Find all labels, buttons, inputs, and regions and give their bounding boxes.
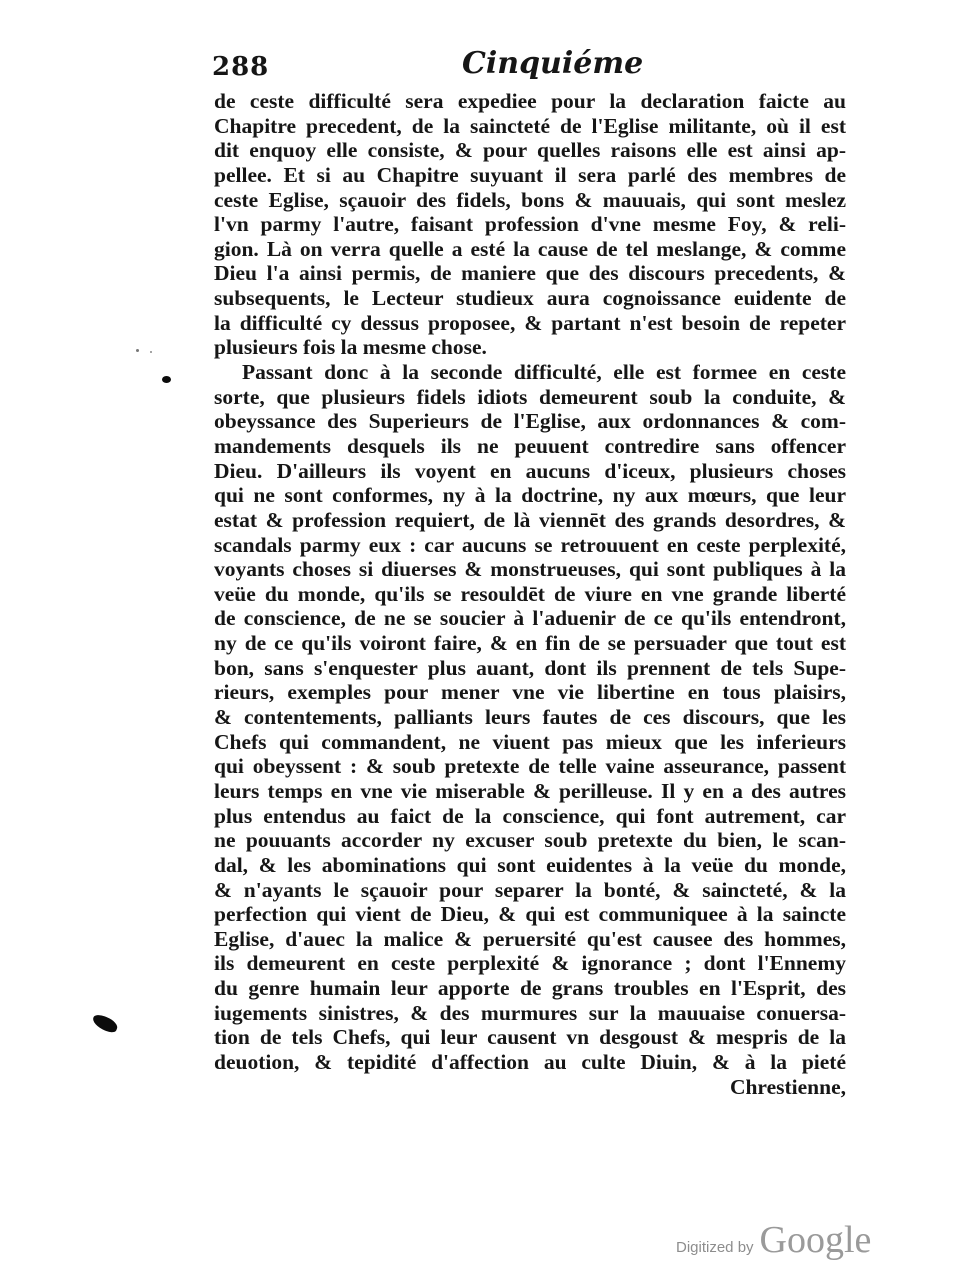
text-line: pellee. Et si au Chapitre suyuant il sera parlé des membres de xyxy=(214,162,846,187)
text-line: la difficulté cy dessus proposee, & partant n'est besoin de repeter xyxy=(214,310,846,335)
text-line: estat & profession requiert, de là viennēt des grands desordres, & xyxy=(214,507,846,532)
text-line: plusieurs fois la mesme chose. xyxy=(214,335,487,360)
text-line: Dieu. D'ailleurs ils voyent en aucuns d'iceux, plusieurs choses xyxy=(214,458,846,483)
text-line: & n'ayants le sçauoir pour separer la bonté, & saincteté, & la xyxy=(214,877,846,902)
watermark-prefix: Digitized by xyxy=(676,1239,754,1256)
text-line: ils demeurent en ceste perplexité & ignorance ; dont l'Ennemy xyxy=(214,951,846,976)
text-line: deuotion, & tepidité d'affection au culte Diuin, & à la pieté xyxy=(214,1049,846,1074)
text-line: tion de tels Chefs, qui leur causent vn desgoust & mespris de la xyxy=(214,1025,846,1050)
text-line: gion. Là on verra quelle a esté la cause de tel meslange, & comme xyxy=(214,236,846,261)
text-line: de ceste difficulté sera expediee pour la declaration faicte au xyxy=(214,89,846,113)
ink-speck-mark xyxy=(136,349,139,352)
text-line: voyants choses si diuerses & monstrueuses, qui sont publiques à la xyxy=(214,557,846,582)
text-line: l'vn parmy l'autre, faisant profession d'vne mesme Foy, & reli- xyxy=(214,212,846,237)
catchword: Chrestienne, xyxy=(729,1074,846,1099)
text-line: obeyssance des Superieurs de l'Eglise, aux ordonnances & com- xyxy=(214,409,846,434)
text-line: Chefs qui commandent, ne viuent pas mieux que les inferieurs xyxy=(214,729,846,754)
text-line: qui obeyssent : & soub pretexte de telle vaine asseurance, passent xyxy=(214,754,846,779)
ink-blot-mark xyxy=(91,1013,120,1035)
text-line: dit enquoy elle consiste, & pour quelles raisons elle est ainsi ap- xyxy=(214,138,846,163)
page-number: 288 xyxy=(212,52,270,82)
text-line: Eglise, d'auec la malice & peruersité qu'est causee des hommes, xyxy=(214,926,846,951)
text-line: rieurs, exemples pour mener vne vie libertine en tous plaisirs, xyxy=(214,680,846,705)
text-line: ne pouuants accorder ny excuser soub pretexte du bien, le scan- xyxy=(214,828,846,853)
text-line: mandements desquels ils ne peuuent contredire sans offencer xyxy=(214,433,846,458)
text-line: sorte, que plusieurs fidels idiots demeurent soub la conduite, & xyxy=(214,384,846,409)
text-line: iugements sinistres, & des murmures sur la mauuaise conuersa- xyxy=(214,1000,846,1025)
text-line: ny de ce qu'ils voiront faire, & en fin de se persuader que tout est xyxy=(214,631,846,656)
text-line: subsequents, le Lecteur studieux aura cognoissance euidente de xyxy=(214,286,846,311)
text-line: scandals parmy eux : car aucuns se retrouuent en ceste perplexité, xyxy=(214,532,846,557)
text-line: Dieu l'a ainsi permis, de maniere que des discours precedents, & xyxy=(214,261,846,286)
text-line: perfection qui vient de Dieu, & qui est communiquee à la saincte xyxy=(214,902,846,927)
ink-speck-mark xyxy=(150,351,152,353)
text-line: leurs temps en vne vie miserable & perilleuse. Il y en a des autres xyxy=(214,778,846,803)
text-line: Passant donc à la seconde difficulté, elle est formee en ceste xyxy=(242,360,846,385)
text-line: ceste Eglise, sçauoir des fidels, bons & mauuais, qui sont meslez xyxy=(214,187,846,212)
ink-dot-mark xyxy=(162,376,171,383)
text-line: Chapitre precedent, de la saincteté de l'Eglise militante, où il est xyxy=(214,113,846,138)
text-line: veüe du monde, qu'ils se resouldēt de viure en vne grande liberté xyxy=(214,581,846,606)
text-line: du genre humain leur apporte de grans troubles en l'Esprit, des xyxy=(214,976,846,1001)
text-line: & contentements, palliants leurs fautes de ces discours, que les xyxy=(214,705,846,730)
text-line: bon, sans s'enquester plus auant, dont ils prennent de tels Supe- xyxy=(214,655,846,680)
text-line: qui ne sont conformes, ny à la doctrine, ny aux mœurs, que leur xyxy=(214,483,846,508)
running-head: Cinquiéme xyxy=(462,46,644,81)
text-line: plus entendus au faict de la conscience, qui font autrement, car xyxy=(214,803,846,828)
text-line: dal, & les abominations qui sont euidentes à la veüe du monde, xyxy=(214,852,846,877)
text-line: de conscience, de ne se soucier à l'aduenir de ce qu'ils entendront, xyxy=(214,606,846,631)
google-logo: Google xyxy=(759,1219,872,1261)
digitized-watermark xyxy=(676,1218,871,1262)
body-text xyxy=(214,89,846,1099)
